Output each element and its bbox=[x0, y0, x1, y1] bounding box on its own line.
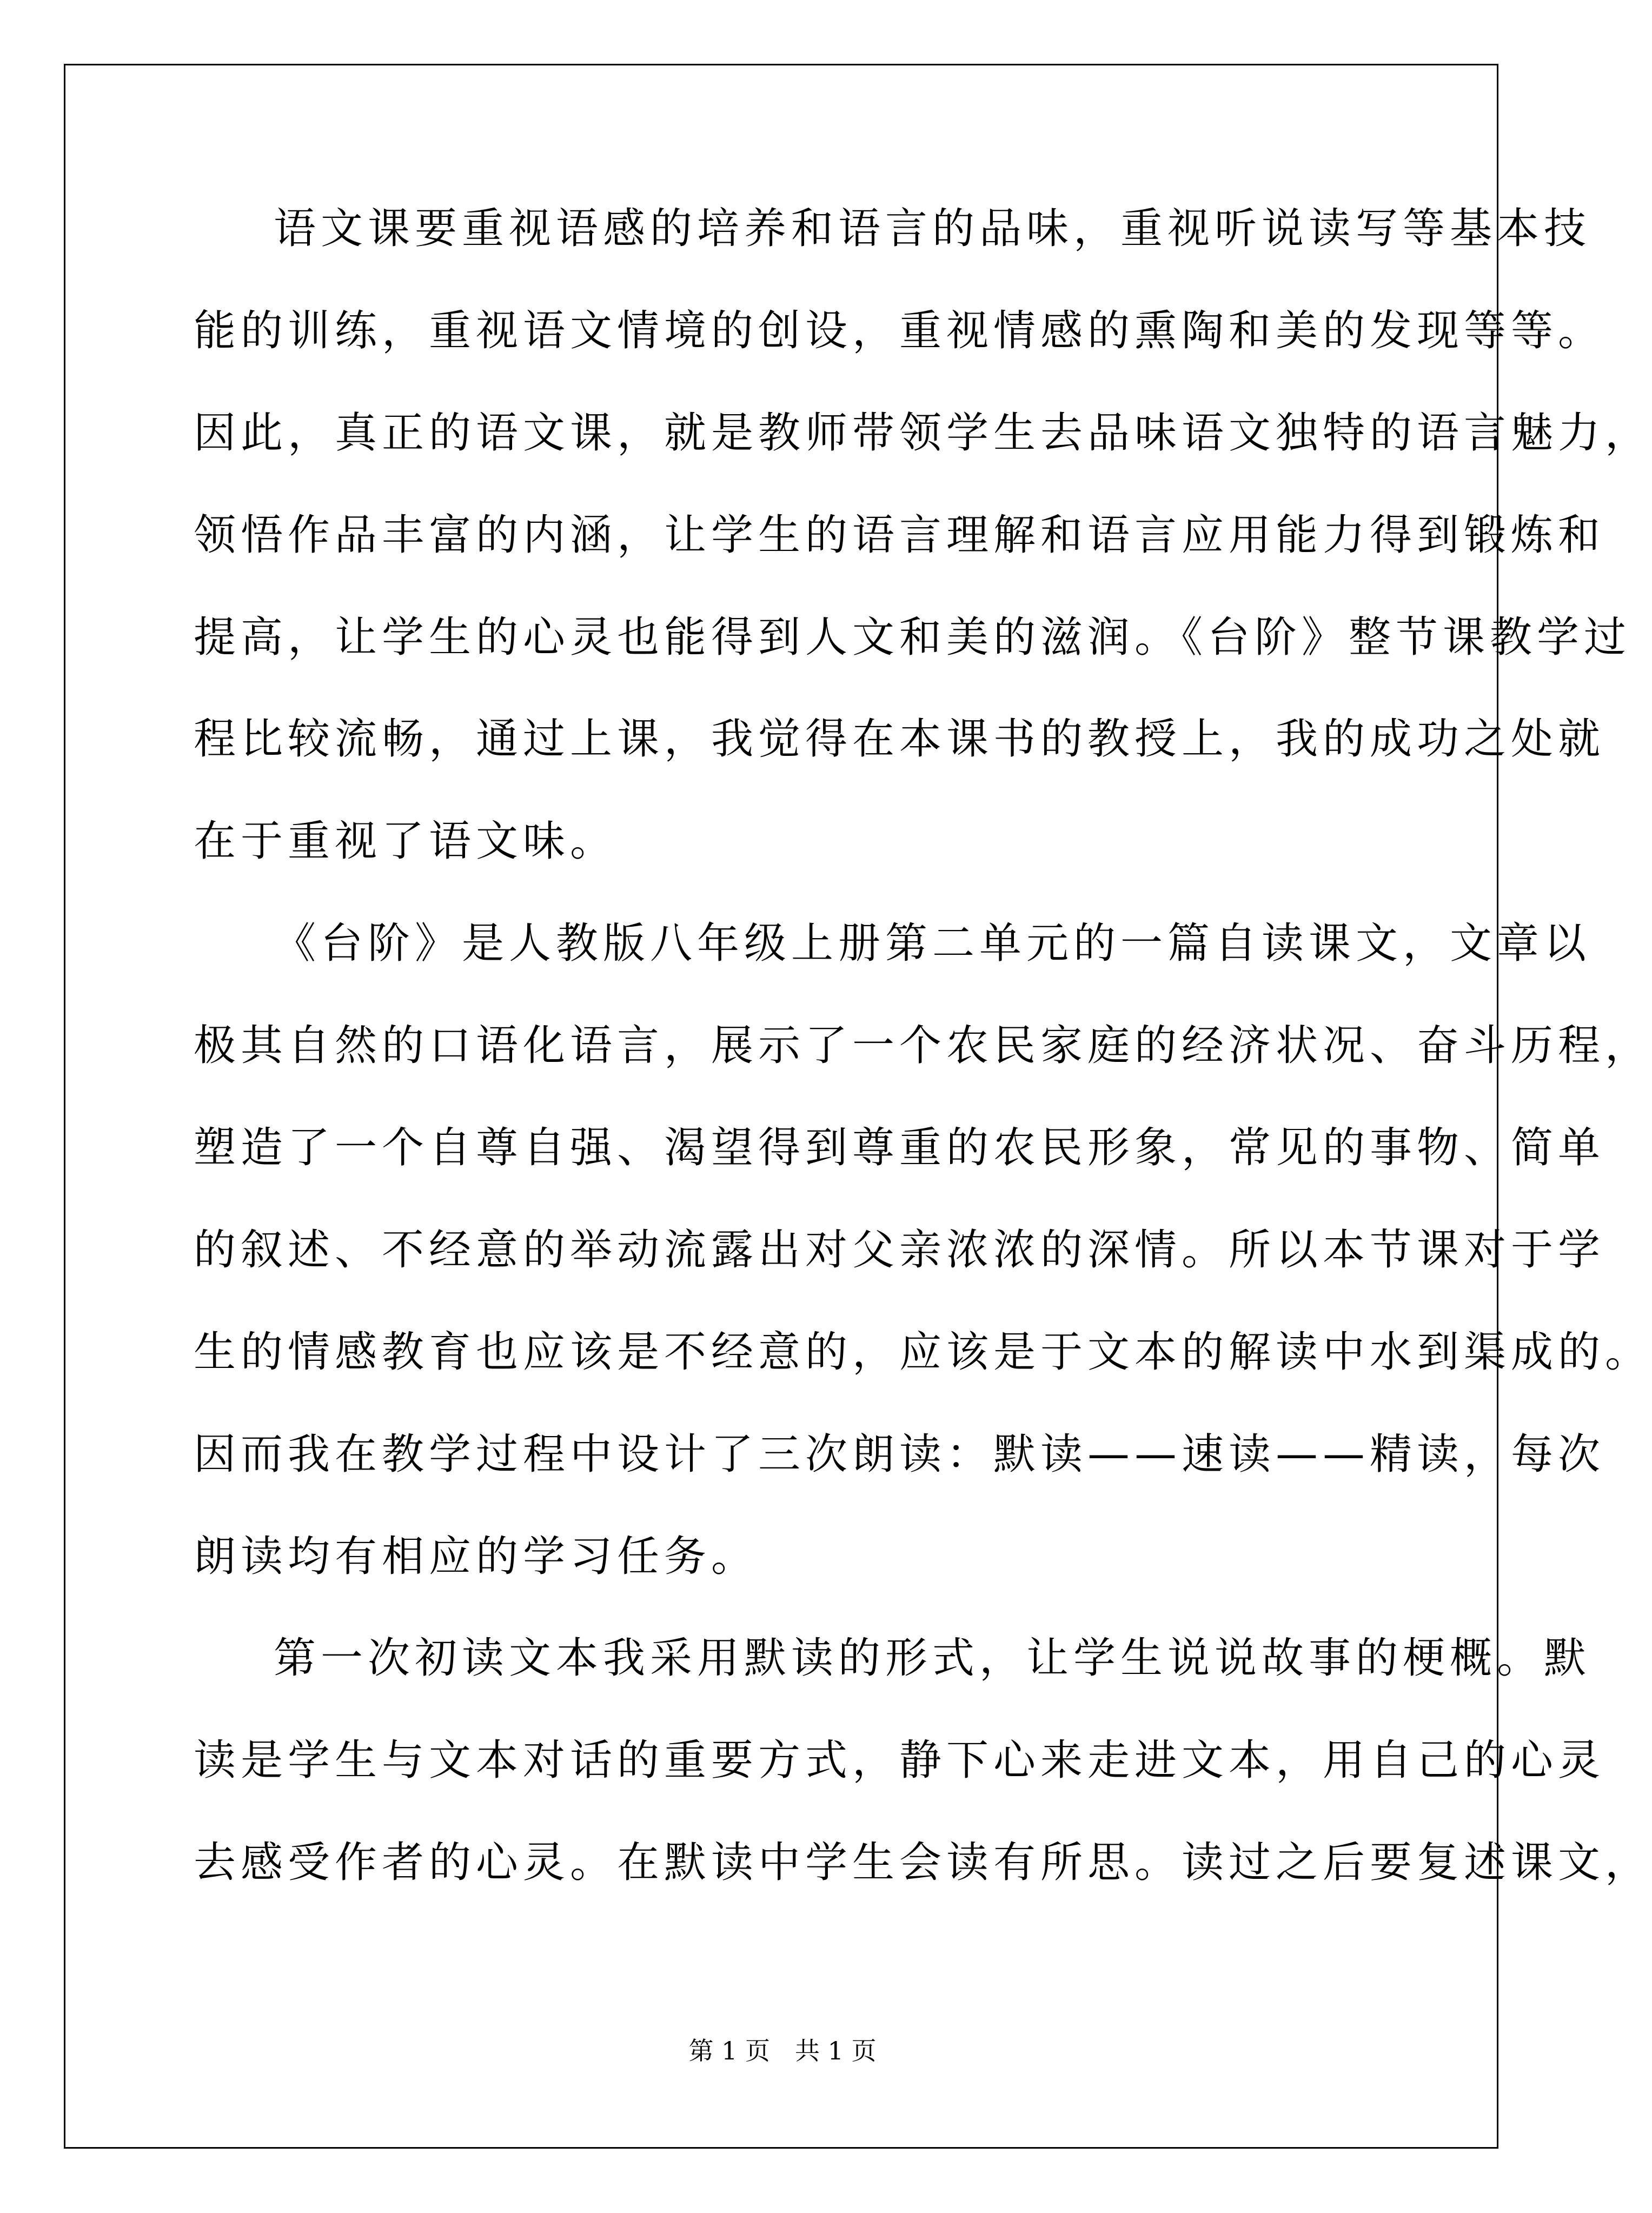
text-line: 语文课要重视语感的培养和语言的品味，重视听说读写等基本技 bbox=[274, 204, 1591, 253]
text-line: 提高，让学生的心灵也能得到人文和美的滋润。《台阶》整节课教学过 bbox=[194, 613, 1631, 662]
text-line: 读是学生与文本对话的重要方式，静下心来走进文本，用自己的心灵 bbox=[194, 1736, 1605, 1785]
text-line: 因此，真正的语文课，就是教师带领学生去品味语文独特的语言魅力， bbox=[194, 408, 1652, 457]
text-line: 能的训练，重视语文情境的创设，重视情感的熏陶和美的发现等等。 bbox=[194, 306, 1605, 355]
text-line: 的叙述、不经意的举动流露出对父亲浓浓的深情。所以本节课对于学 bbox=[194, 1225, 1605, 1274]
text-line: 朗读均有相应的学习任务。 bbox=[194, 1532, 759, 1581]
text-line: 去感受作者的心灵。在默读中学生会读有所思。读过之后要复述课文， bbox=[194, 1838, 1652, 1888]
text-line: 在于重视了语文味。 bbox=[194, 817, 618, 866]
text-line: 领悟作品丰富的内涵，让学生的语言理解和语言应用能力得到锻炼和 bbox=[194, 510, 1605, 560]
text-line: 因而我在教学过程中设计了三次朗读：默读——速读——精读，每次 bbox=[194, 1430, 1605, 1479]
text-line: 第一次初读文本我采用默读的形式，让学生说说故事的梗概。默 bbox=[274, 1634, 1591, 1683]
text-line: 生的情感教育也应该是不经意的，应该是于文本的解读中水到渠成的。 bbox=[194, 1327, 1652, 1377]
text-line: 极其自然的口语化语言，展示了一个农民家庭的经济状况、奋斗历程， bbox=[194, 1021, 1652, 1071]
document-body bbox=[194, 199, 1652, 1935]
text-line: 程比较流畅，通过上课，我觉得在本课书的教授上，我的成功之处就 bbox=[194, 715, 1605, 764]
text-line: 塑造了一个自尊自强、渴望得到尊重的农民形象，常见的事物、简单 bbox=[194, 1124, 1605, 1173]
page-footer: 第 1 页 共 1 页 bbox=[688, 2036, 877, 2065]
text-line: 《台阶》是人教版八年级上册第二单元的一篇自读课文，文章以 bbox=[274, 919, 1591, 968]
